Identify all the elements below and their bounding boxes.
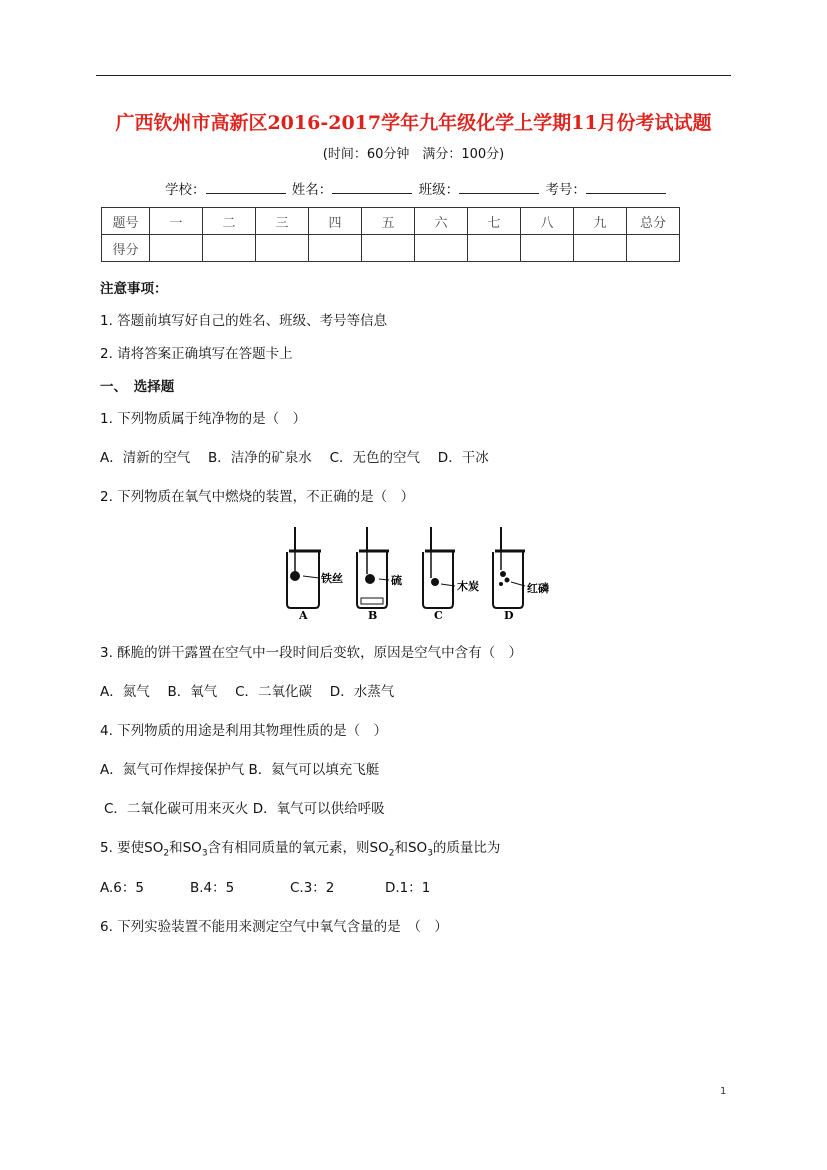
question-5-stem bbox=[100, 836, 500, 859]
combustion-apparatus-figure bbox=[275, 522, 565, 622]
q5-sub-2: 3 bbox=[201, 848, 208, 859]
q5-text-3: 含有相同质量的氧元素，则SO bbox=[207, 840, 389, 856]
q5-text-2: 和SO bbox=[169, 840, 202, 856]
score-cell[interactable] bbox=[415, 235, 468, 262]
notes-heading: 注意事项： bbox=[100, 281, 168, 297]
question-6-stem: 6. 下列实验装置不能用来测定空气中氧气含量的是 （ ） bbox=[100, 919, 448, 935]
letter-a: A bbox=[299, 609, 308, 622]
score-label: 得分 bbox=[102, 235, 150, 262]
score-cell[interactable] bbox=[574, 235, 627, 262]
school-blank[interactable] bbox=[206, 181, 286, 194]
letter-c: C bbox=[434, 609, 443, 622]
score-cell[interactable] bbox=[521, 235, 574, 262]
q5-text-1: 5. 要使SO bbox=[100, 840, 164, 856]
score-table-score-row bbox=[102, 235, 680, 262]
question-3-options: A．氮气 B．氧气 C．二氧化碳 D．水蒸气 bbox=[100, 684, 395, 700]
q5-text-5: 的质量比为 bbox=[432, 840, 501, 856]
score-cell[interactable] bbox=[362, 235, 415, 262]
q5-text-4: 和SO bbox=[394, 840, 428, 856]
score-cell[interactable] bbox=[309, 235, 362, 262]
letter-d: D bbox=[504, 609, 514, 622]
q5-option-a: A.6：5 bbox=[100, 880, 144, 896]
score-col-2: 二 bbox=[203, 208, 256, 235]
exam-number-blank[interactable] bbox=[586, 181, 666, 194]
name-label: 姓名： bbox=[291, 182, 333, 198]
letter-b: B bbox=[368, 609, 378, 622]
score-cell[interactable] bbox=[468, 235, 521, 262]
page-title: 广西钦州市高新区2016-2017学年九年级化学上学期11月份考试试题 bbox=[115, 112, 712, 134]
note-item-1: 1. 答题前填写好自己的姓名、班级、考号等信息 bbox=[100, 313, 388, 329]
exam-time-score: (时间：60分钟 满分：100分) bbox=[322, 147, 505, 162]
score-col-7: 七 bbox=[468, 208, 521, 235]
q5-sub-4: 3 bbox=[427, 848, 433, 859]
score-col-1: 一 bbox=[150, 208, 203, 235]
question-5-options bbox=[100, 876, 430, 896]
label-iron-wire: 铁丝 bbox=[321, 572, 343, 585]
exam-number-label: 考号： bbox=[545, 182, 586, 198]
question-1-options: A．清新的空气 B．洁净的矿泉水 C．无色的空气 D．干冰 bbox=[100, 450, 489, 466]
class-label: 班级： bbox=[418, 182, 460, 198]
header-rule bbox=[96, 75, 731, 76]
score-col-4: 四 bbox=[309, 208, 362, 235]
school-label: 学校： bbox=[165, 182, 206, 198]
q5-option-d: D.1：1 bbox=[385, 880, 431, 896]
score-col-3: 三 bbox=[256, 208, 309, 235]
question-number-label: 题号 bbox=[102, 208, 150, 235]
score-col-total: 总分 bbox=[627, 208, 680, 235]
question-1-stem: 1. 下列物质属于纯净物的是（ ） bbox=[100, 411, 307, 427]
question-4-stem: 4. 下列物质的用途是利用其物理性质的是（ ） bbox=[100, 723, 388, 739]
question-4-options-cd: C．二氧化碳可用来灭火 D．氧气可以供给呼吸 bbox=[104, 801, 385, 817]
q5-option-b: B.4：5 bbox=[190, 880, 235, 896]
q5-option-c: C.3：2 bbox=[290, 880, 335, 896]
note-item-2: 2. 请将答案正确填写在答题卡上 bbox=[100, 346, 293, 362]
score-cell[interactable] bbox=[203, 235, 256, 262]
score-col-8: 八 bbox=[521, 208, 574, 235]
q5-sub-3: 2 bbox=[388, 848, 395, 859]
label-charcoal: 木炭 bbox=[457, 580, 479, 593]
class-blank[interactable] bbox=[459, 181, 539, 194]
q5-sub-1: 2 bbox=[163, 848, 170, 859]
label-red-phosphorus: 红磷 bbox=[527, 582, 549, 595]
student-info-line bbox=[165, 178, 668, 198]
score-table bbox=[101, 207, 680, 262]
section-heading-choice: 一、 选择题 bbox=[100, 379, 175, 395]
page-number: 1 bbox=[720, 1086, 727, 1097]
name-blank[interactable] bbox=[332, 181, 412, 194]
score-col-5: 五 bbox=[362, 208, 415, 235]
score-cell[interactable] bbox=[256, 235, 309, 262]
question-4-options-ab: A．氮气可作焊接保护气 B．氦气可以填充飞艇 bbox=[100, 762, 380, 778]
score-table-header-row bbox=[102, 208, 680, 235]
score-col-9: 九 bbox=[574, 208, 627, 235]
score-cell[interactable] bbox=[627, 235, 680, 262]
score-col-6: 六 bbox=[415, 208, 468, 235]
question-3-stem: 3. 酥脆的饼干露置在空气中一段时间后变软，原因是空气中含有（ ） bbox=[100, 645, 523, 661]
label-sulfur: 硫 bbox=[391, 574, 402, 587]
question-2-stem: 2. 下列物质在氧气中燃烧的装置，不正确的是（ ） bbox=[100, 489, 415, 505]
score-cell[interactable] bbox=[150, 235, 203, 262]
